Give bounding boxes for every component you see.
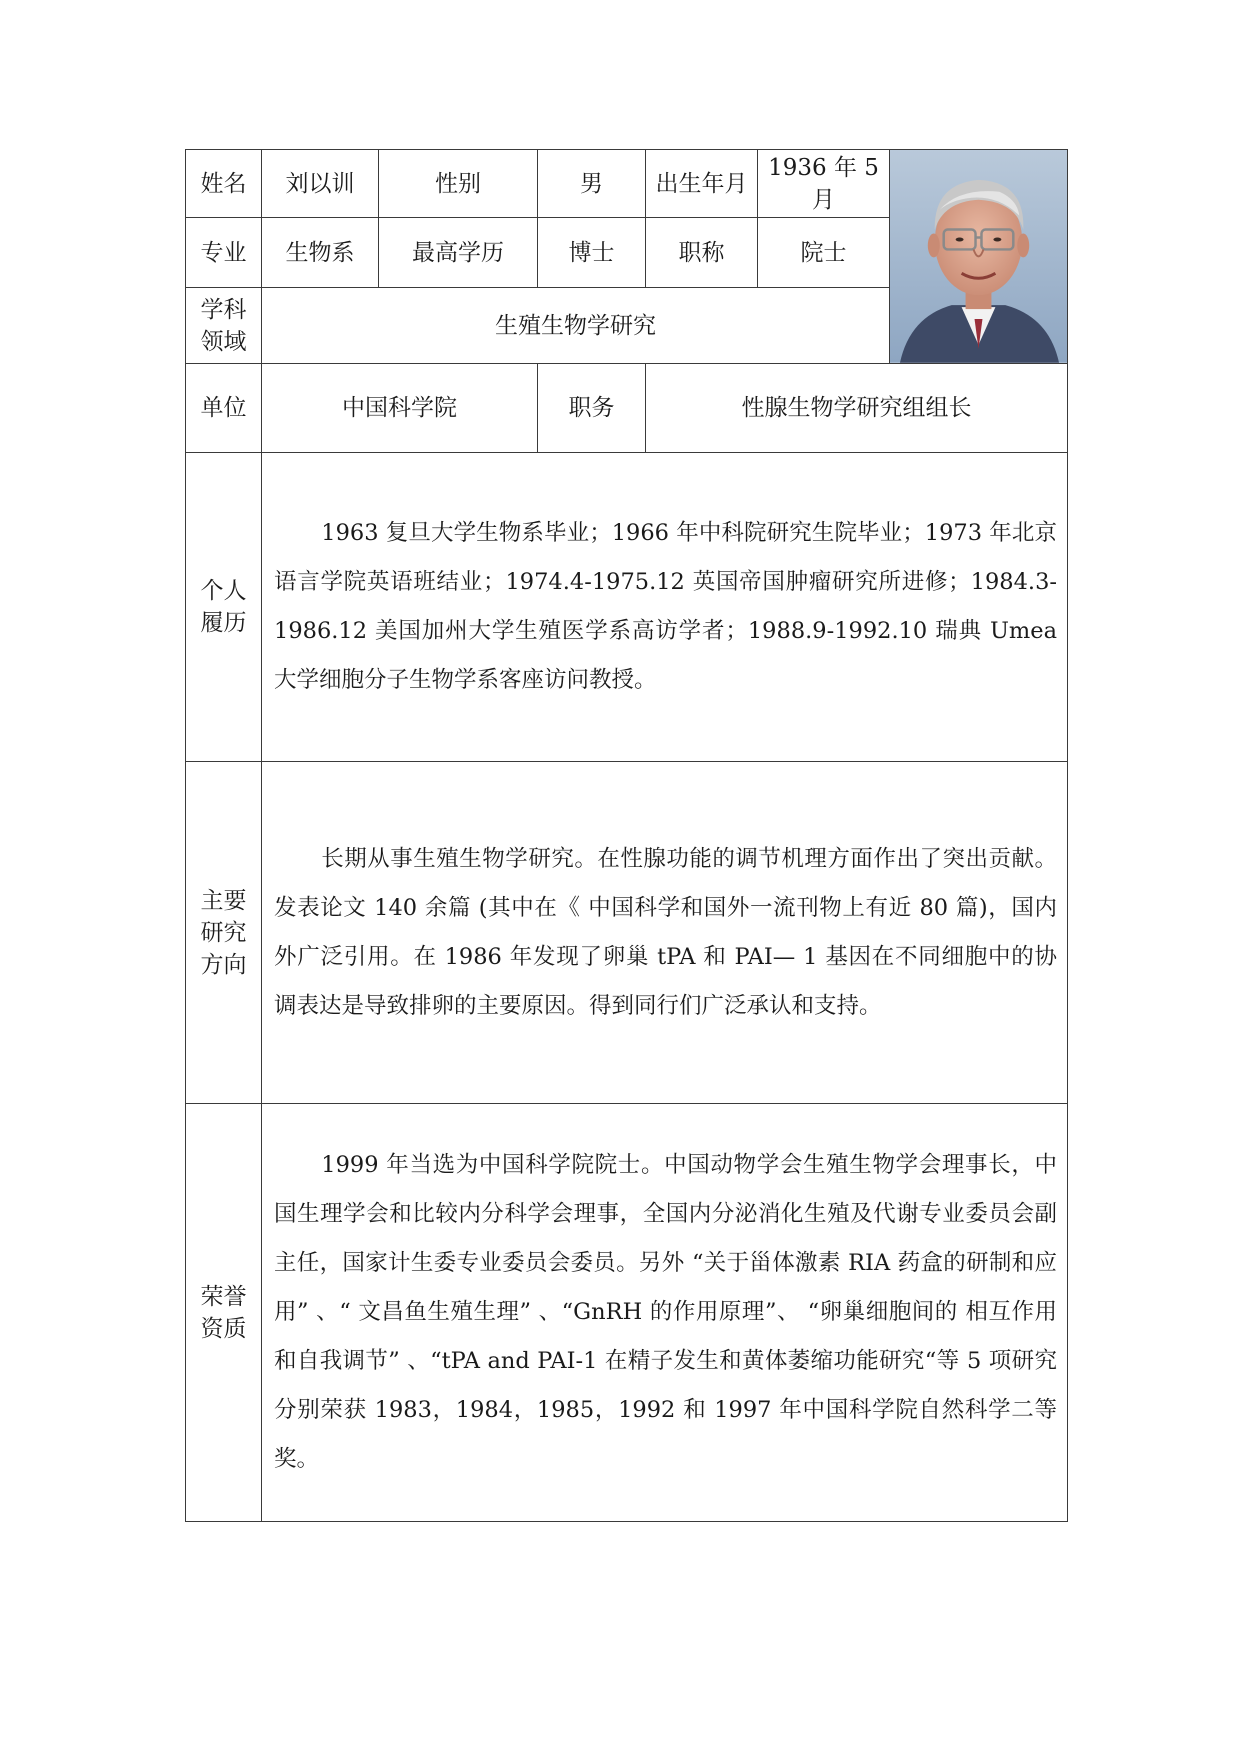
- field-label: [186, 288, 262, 364]
- name-value: 刘以训: [262, 150, 379, 218]
- resume-label: [186, 453, 262, 762]
- major-value: 生物系: [262, 218, 379, 288]
- portrait-photo: [890, 150, 1067, 363]
- honors-label-line-2: 资质: [200, 1315, 247, 1342]
- research-text: 长期从事生殖生物学研究。在性腺功能的调节机理方面作出了突出贡献。发表论文 140 余篇 (其中在《 中国科学和国外一流刊物上有近 80 篇)，国内外广泛引用。在 1986 年发现了卵巢 tPA 和 PAI— 1 基因在不同细胞中的协调表达是导致排卵的主要原因。得到同行们广泛承认和支持。: [274, 845, 1057, 1019]
- resume-cell: [262, 453, 1068, 762]
- name-label: 姓名: [186, 150, 262, 218]
- unit-value: 中国科学院: [262, 364, 538, 453]
- row-research: [186, 762, 1068, 1104]
- research-label-line-3: 方向: [200, 951, 247, 978]
- resume-label-line-2: 履历: [200, 610, 247, 636]
- position-label: 职务: [538, 364, 646, 453]
- degree-label: 最高学历: [379, 218, 538, 288]
- gender-label: 性别: [379, 150, 538, 218]
- resume-label-line-1: 个人: [200, 578, 247, 604]
- research-cell: [262, 762, 1068, 1104]
- research-label: [186, 762, 262, 1104]
- field-value: 生殖生物学研究: [262, 288, 890, 364]
- honors-cell: [262, 1104, 1068, 1522]
- research-label-line-2: 研究: [200, 919, 247, 946]
- resume-text: 1963 复旦大学生物系毕业；1966 年中科院研究生院毕业；1973 年北京语言学院英语班结业；1974.4-1975.12 英国帝国肿瘤研究所进修；1984.3-1986.12 美国加州大学生殖医学系高访学者；1988.9-1992.10 瑞典 Umea 大学细胞分子生物学系客座访问教授。: [274, 520, 1057, 693]
- gender-value: 男: [538, 150, 646, 218]
- honors-label-line-1: 荣誉: [200, 1283, 247, 1310]
- row-honors: [186, 1104, 1068, 1522]
- portrait-cell: [890, 150, 1068, 364]
- position-value: 性腺生物学研究组组长: [646, 364, 1068, 453]
- row-resume: [186, 453, 1068, 762]
- birth-value: 1936 年 5 月: [758, 150, 890, 218]
- major-label: 专业: [186, 218, 262, 288]
- field-label-line-1: 学科: [200, 296, 247, 323]
- birth-label: 出生年月: [646, 150, 758, 218]
- row-unit: [186, 364, 1068, 453]
- unit-label: 单位: [186, 364, 262, 453]
- honors-text: 1999 年当选为中国科学院院士。中国动物学会生殖生物学会理事长，中国生理学会和比较内分科学会理事，全国内分泌消化生殖及代谢专业委员会副主任，国家计生委专业委员会委员。另外 “关于甾体激素 RIA 药盒的研制和应用” 、“ 文昌鱼生殖生理” 、“GnRH 的作用原理”、 “卵巢细胞间的 相互作用和自我调节” 、“tPA and PAI-1 在精子发生和黄体萎缩功能研究“等 5 项研究分别荣获 1983，1984，1985，1992 和 1997 年中国科学院自然科学二等奖。: [274, 1152, 1057, 1472]
- profile-table: [185, 149, 1068, 1522]
- row-basic-1: [186, 150, 1068, 218]
- title-value: 院士: [758, 218, 890, 288]
- research-label-line-1: 主要: [200, 887, 247, 914]
- degree-value: 博士: [538, 218, 646, 288]
- title-label: 职称: [646, 218, 758, 288]
- field-label-line-2: 领域: [200, 328, 247, 355]
- honors-label: [186, 1104, 262, 1522]
